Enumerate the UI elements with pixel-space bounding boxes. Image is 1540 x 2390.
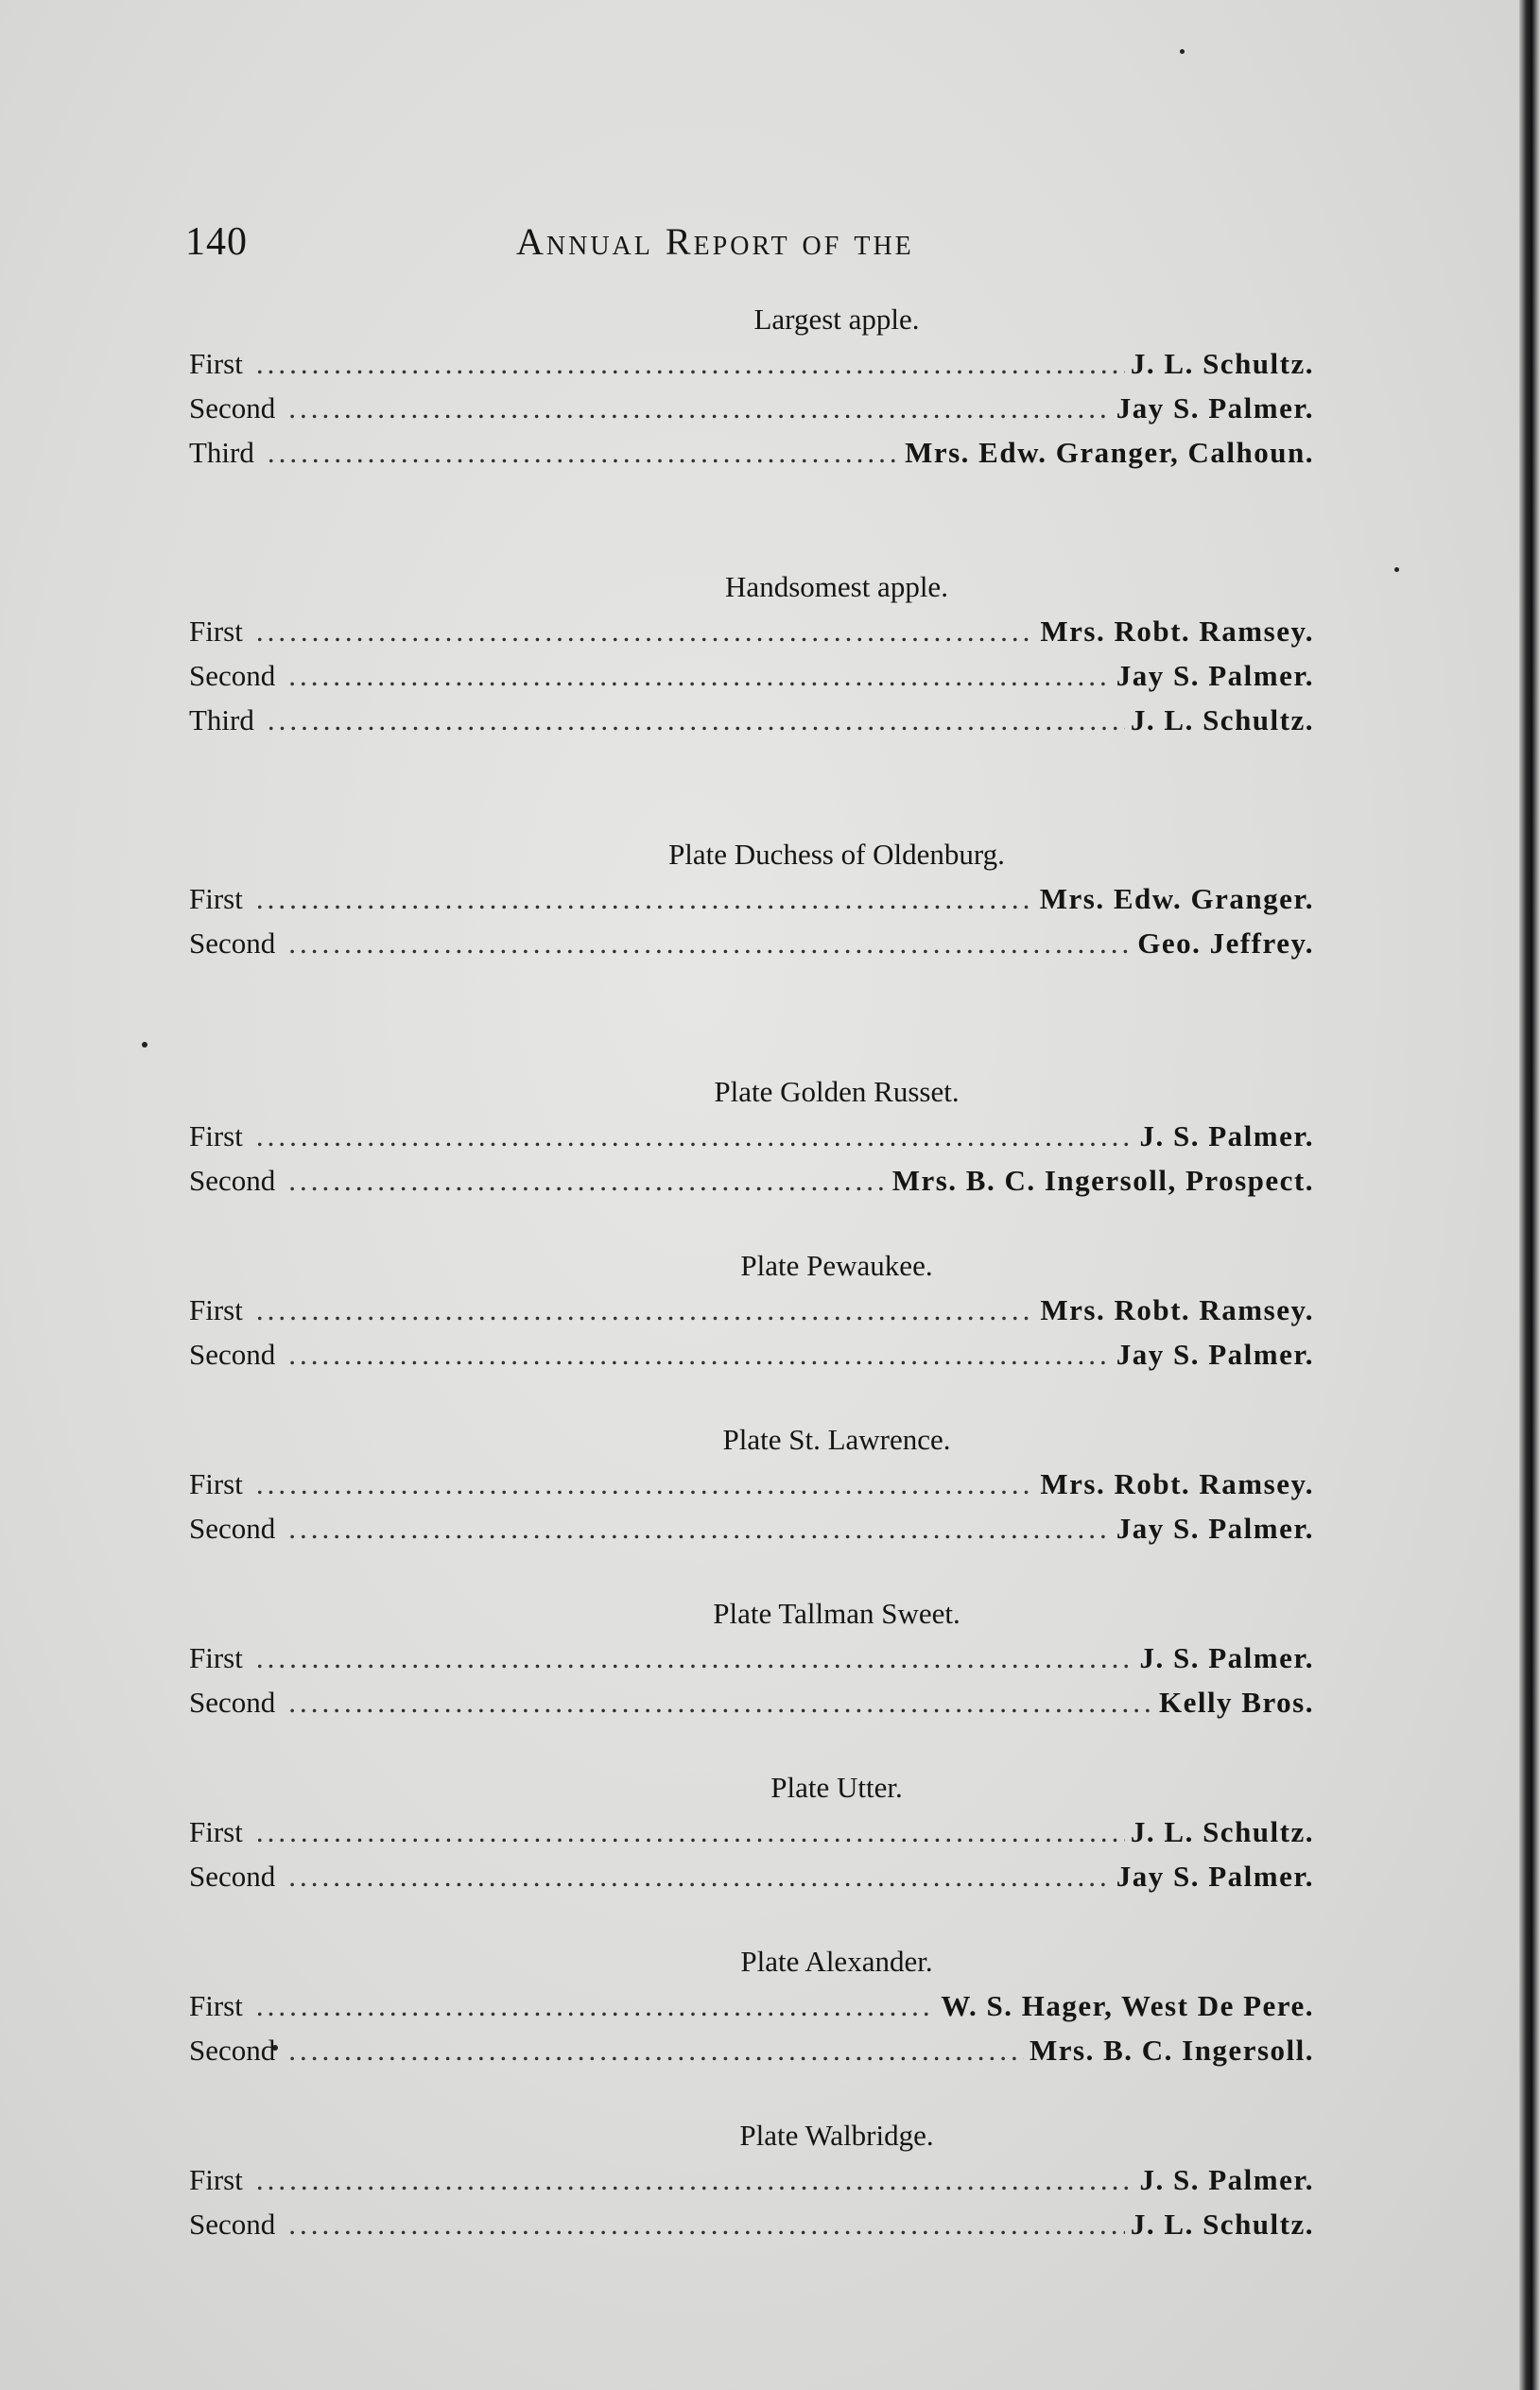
place-label: Second xyxy=(189,2208,276,2241)
page-edge xyxy=(1519,0,1540,2390)
section-title: Plate Tallman Sweet. xyxy=(713,1597,960,1630)
award-section xyxy=(189,1766,1314,1898)
winner-name: Jay S. Palmer. xyxy=(1116,659,1314,692)
section-title: Plate Alexander. xyxy=(740,1945,933,1978)
page-header xyxy=(185,219,1339,276)
dot-leader xyxy=(288,921,1132,965)
result-row xyxy=(189,609,1314,653)
award-section xyxy=(189,565,1314,742)
place-label: Third xyxy=(189,703,254,736)
section-title: Plate St. Lawrence. xyxy=(722,1423,951,1456)
place-label: First xyxy=(189,1119,243,1152)
place-label: Second xyxy=(189,2034,276,2067)
place-label: Second xyxy=(189,1686,276,1719)
section-title: Plate Golden Russet. xyxy=(714,1075,960,1108)
dot-leader xyxy=(256,1288,1035,1332)
place-label: Second xyxy=(189,927,276,960)
dot-leader xyxy=(288,1332,1110,1377)
winner-name: Kelly Bros. xyxy=(1158,1686,1314,1719)
award-section xyxy=(189,2114,1314,2246)
dot-leader xyxy=(256,1810,1125,1854)
winner-name: J. L. Schultz. xyxy=(1130,2208,1314,2241)
result-row xyxy=(189,1158,1314,1203)
winner-name: Mrs. Robt. Ramsey. xyxy=(1040,1467,1314,1500)
winner-name: Jay S. Palmer. xyxy=(1116,391,1314,424)
winner-name: J. L. Schultz. xyxy=(1130,1815,1314,1848)
result-row xyxy=(189,1114,1314,1158)
place-label: Second xyxy=(189,391,276,424)
result-row xyxy=(189,2028,1314,2072)
dot-leader xyxy=(256,609,1035,653)
dot-leader xyxy=(288,653,1110,698)
winner-name: Jay S. Palmer. xyxy=(1116,1338,1314,1371)
result-row xyxy=(189,1636,1314,1680)
award-section xyxy=(189,1940,1314,2072)
winner-name: J. L. Schultz. xyxy=(1130,347,1314,380)
dot-leader xyxy=(256,1462,1035,1506)
result-row xyxy=(189,1506,1314,1550)
dot-leader xyxy=(256,341,1125,386)
results-list xyxy=(189,298,1314,2246)
place-label: First xyxy=(189,1467,243,1500)
place-label: First xyxy=(189,1815,243,1848)
running-title: Annual Report of the xyxy=(516,220,914,263)
section-title: Plate Pewaukee. xyxy=(740,1249,933,1282)
result-row xyxy=(189,698,1314,742)
winner-name: Jay S. Palmer. xyxy=(1116,1860,1314,1893)
place-label: Second xyxy=(189,659,276,692)
result-row xyxy=(189,430,1314,475)
page-number: 140 xyxy=(185,220,248,264)
award-section xyxy=(189,1070,1314,1203)
section-title: Largest apple. xyxy=(753,303,920,336)
section-title: Plate Walbridge. xyxy=(739,2119,934,2152)
dot-leader xyxy=(288,1680,1153,1724)
section-title: Plate Duchess of Oldenburg. xyxy=(668,838,1005,871)
place-label: First xyxy=(189,347,243,380)
award-section xyxy=(189,1244,1314,1377)
print-speck xyxy=(1394,567,1399,572)
winner-name: Geo. Jeffrey. xyxy=(1137,927,1314,960)
place-label: Second xyxy=(189,1164,276,1197)
result-row xyxy=(189,653,1314,698)
dot-leader xyxy=(268,430,899,475)
award-section xyxy=(189,298,1314,475)
result-row xyxy=(189,876,1314,921)
place-label: First xyxy=(189,1293,243,1326)
print-speck xyxy=(1180,49,1185,54)
dot-leader xyxy=(256,1983,936,2028)
winner-name: J. L. Schultz. xyxy=(1130,703,1314,736)
result-row xyxy=(189,1983,1314,2028)
place-label: Second xyxy=(189,1338,276,1371)
winner-name: Mrs. B. C. Ingersoll, Prospect. xyxy=(891,1164,1314,1197)
dot-leader xyxy=(256,2157,1134,2202)
result-row xyxy=(189,1810,1314,1854)
dot-leader xyxy=(288,1506,1110,1550)
dot-leader xyxy=(288,2202,1125,2246)
result-row xyxy=(189,1332,1314,1377)
place-label: First xyxy=(189,2163,243,2196)
winner-name: Mrs. Robt. Ramsey. xyxy=(1040,1293,1314,1326)
result-row xyxy=(189,341,1314,386)
place-label: Second xyxy=(189,1860,276,1893)
section-title: Handsomest apple. xyxy=(725,570,948,603)
dot-leader xyxy=(288,1158,886,1203)
section-title: Plate Utter. xyxy=(770,1771,903,1804)
result-row xyxy=(189,2157,1314,2202)
dot-leader xyxy=(288,1854,1110,1898)
result-row xyxy=(189,386,1314,430)
winner-name: Mrs. Robt. Ramsey. xyxy=(1040,615,1314,648)
place-label: First xyxy=(189,1989,243,2022)
place-label: Second xyxy=(189,1512,276,1545)
dot-leader xyxy=(256,1114,1134,1158)
print-speck xyxy=(142,1042,147,1048)
winner-name: W. S. Hager, West De Pere. xyxy=(941,1989,1314,2022)
dot-leader xyxy=(268,698,1125,742)
award-section xyxy=(189,1418,1314,1550)
winner-name: J. S. Palmer. xyxy=(1139,1641,1314,1674)
winner-name: Mrs. B. C. Ingersoll. xyxy=(1029,2034,1314,2067)
result-row xyxy=(189,921,1314,965)
place-label: First xyxy=(189,615,243,648)
winner-name: J. S. Palmer. xyxy=(1139,2163,1314,2196)
dot-leader xyxy=(256,876,1034,921)
award-section xyxy=(189,833,1314,965)
result-row xyxy=(189,1854,1314,1898)
result-row xyxy=(189,1680,1314,1724)
winner-name: Mrs. Edw. Granger, Calhoun. xyxy=(905,436,1314,469)
place-label: First xyxy=(189,882,243,915)
dot-leader xyxy=(288,2028,1024,2072)
result-row xyxy=(189,2202,1314,2246)
winner-name: Jay S. Palmer. xyxy=(1116,1512,1314,1545)
winner-name: J. S. Palmer. xyxy=(1139,1119,1314,1152)
place-label: Third xyxy=(189,436,254,469)
result-row xyxy=(189,1462,1314,1506)
result-row xyxy=(189,1288,1314,1332)
dot-leader xyxy=(288,386,1110,430)
winner-name: Mrs. Edw. Granger. xyxy=(1039,882,1314,915)
dot-leader xyxy=(256,1636,1134,1680)
award-section xyxy=(189,1592,1314,1724)
place-label: First xyxy=(189,1641,243,1674)
